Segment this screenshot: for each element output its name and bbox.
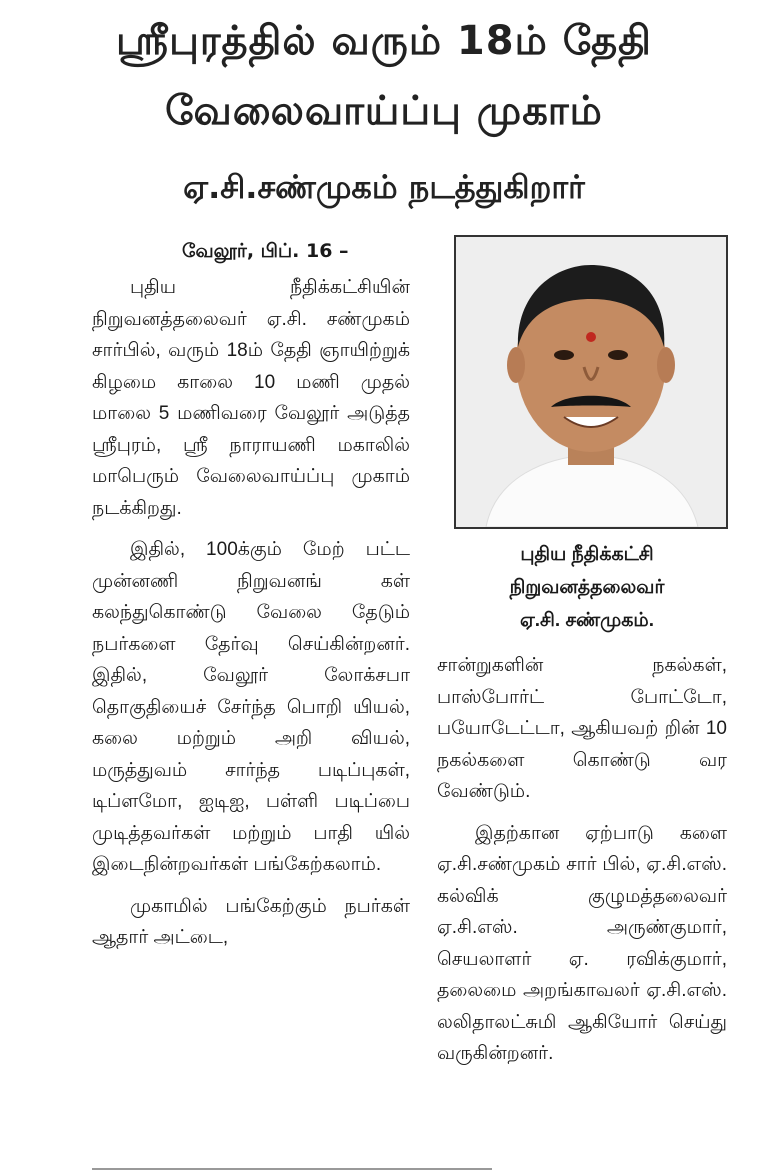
divider (92, 1168, 492, 1170)
caption-line: ஏ.சி. சண்முகம். (519, 610, 655, 631)
article-right-column (437, 650, 727, 1080)
paragraph: இதில், 100க்கும் மேற் பட்ட முன்னணி நிறுவனங் கள் கலந்துகொண்டு வேலை தேடும் நபர்களை தேர்வு செய்கின்றனர். இதில், வேலூர் லோக்சபா தொகுதியைச் சேர்ந்த பொறி யியல், கலை மற்றும் அறி வியல், மருத்துவம் சார்ந்த படிப்புகள், டிப்ளமோ, ஐடிஐ, பள்ளி படிப்பை முடித்தவர்கள் மற்றும் பாதி யில் இடைநின்றவர்கள் பங்கேற்கலாம். (92, 539, 410, 875)
caption-line: நிறுவனத்தலைவர் (509, 577, 665, 598)
photo-caption (437, 538, 737, 637)
headline-line-2: வேலைவாய்ப்பு முகாம் (165, 88, 603, 134)
paragraph: முகாமில் பங்கேற்கும் நபர்கள் ஆதார் அட்டை, (92, 895, 410, 948)
paragraph: சான்றுகளின் நகல்கள், பாஸ்போர்ட் போட்டோ, பயோடேட்டா, ஆகியவற் றின் 10 நகல்களை கொண்டு வர வேண்டும். (437, 655, 727, 802)
article-left-column (92, 272, 410, 964)
dateline: வேலூர், பிப். 16 – (182, 240, 349, 262)
portrait-illustration (456, 237, 726, 527)
paragraph: இதற்கான ஏற்பாடு களை ஏ.சி.சண்முகம் சார் பில், ஏ.சி.எஸ். கல்விக் குழுமத்தலைவர் ஏ.சி.எஸ். அருண்குமார், செயலாளர் ஏ. ரவிக்குமார், தலைமை அறங்காவலர் ஏ.சி.எஸ். லலிதாலட்சுமி ஆகியோர் செய்து வருகின்றனர். (437, 822, 727, 1064)
portrait-photo (454, 235, 728, 529)
headline-line-1: ஸ்ரீபுரத்தில் வரும் 18ம் தேதி (116, 18, 652, 64)
paragraph: புதிய நீதிக்கட்சியின் நிறுவனத்தலைவர் ஏ.சி. சண்முகம் சார்பில், வரும் 18ம் தேதி ஞாயிற்றுக் கிழமை காலை 10 மணி முதல் மாலை 5 மணிவரை வேலூர் அடுத்த ஸ்ரீபுரம், ஸ்ரீ நாராயணி மகாலில் மாபெரும் வேலைவாய்ப்பு முகாம் நடக்கிறது. (92, 277, 410, 519)
caption-line: புதிய நீதிக்கட்சி (520, 544, 654, 565)
subheadline: ஏ.சி.சண்முகம் நடத்துகிறார் (183, 168, 585, 206)
